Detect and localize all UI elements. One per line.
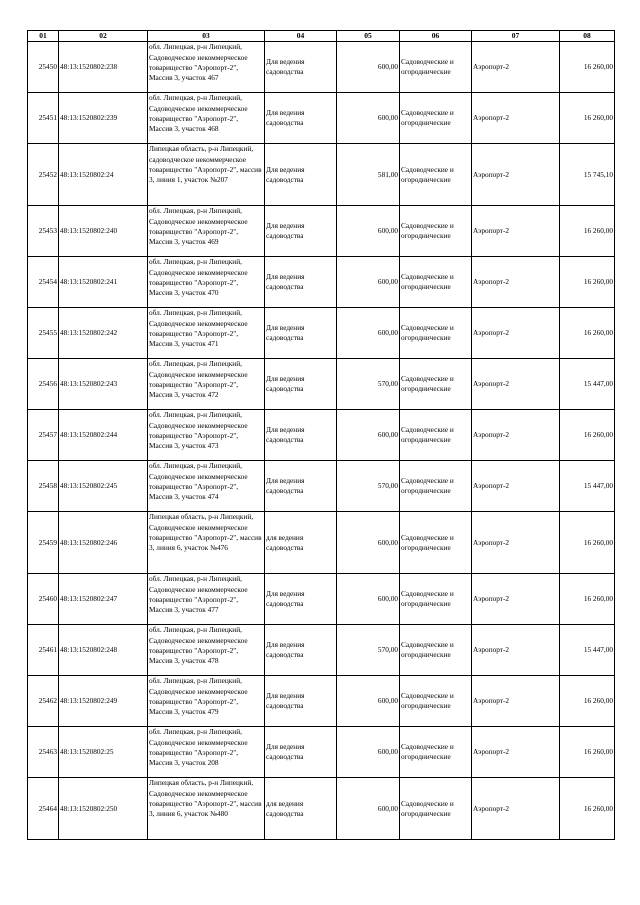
table-row: [28, 574, 615, 625]
cadastral-value-cell: [560, 676, 615, 727]
permitted-use: Для ведения садоводства: [266, 323, 305, 343]
cadastral-value-cell: [560, 42, 615, 93]
column-header-07: 07: [472, 31, 560, 42]
area: 600,00: [377, 226, 398, 236]
cadastral-value: 16 260,00: [583, 277, 613, 287]
address-cell: [148, 512, 265, 574]
area-cell: [337, 410, 400, 461]
valuation-zone-cell: [472, 512, 560, 574]
row-number: 25458: [38, 481, 57, 491]
area-cell: [337, 93, 400, 144]
cadastral-number: 48:13:1520802:249: [60, 696, 118, 706]
column-header-04: 04: [265, 31, 337, 42]
cadastral-value-cell: [560, 144, 615, 206]
table-body: [28, 42, 615, 840]
permitted-use-cell: [265, 359, 337, 410]
cadastral-number-cell: [59, 461, 148, 512]
address-cell: [148, 93, 265, 144]
land-category: Садоводческие и огороднические: [401, 374, 454, 394]
land-category-cell: [400, 512, 472, 574]
row-number-cell: [28, 727, 59, 778]
column-header-06: 06: [400, 31, 472, 42]
permitted-use: Для ведения садоводства: [266, 476, 305, 496]
area-cell: [337, 257, 400, 308]
permitted-use: для ведения садоводства: [266, 532, 304, 552]
column-header-05: 05: [337, 31, 400, 42]
cadastral-value: 16 260,00: [583, 537, 613, 547]
cadastral-number-cell: [59, 257, 148, 308]
permitted-use-cell: [265, 461, 337, 512]
table-row: [28, 42, 615, 93]
cadastral-value: 16 260,00: [583, 696, 613, 706]
valuation-zone: Аэропорт-2: [473, 747, 510, 757]
land-category-cell: [400, 257, 472, 308]
cadastral-number-cell: [59, 727, 148, 778]
cadastral-value-cell: [560, 512, 615, 574]
table-row: [28, 512, 615, 574]
cadastral-value: 15 447,00: [583, 379, 613, 389]
valuation-zone-cell: [472, 461, 560, 512]
area: 600,00: [377, 62, 398, 72]
land-category-cell: [400, 42, 472, 93]
land-category-cell: [400, 778, 472, 840]
header-row: [28, 31, 615, 42]
row-number-cell: [28, 512, 59, 574]
permitted-use-cell: [265, 676, 337, 727]
address-cell: [148, 144, 265, 206]
cadastral-number-cell: [59, 410, 148, 461]
cadastral-value: 16 260,00: [583, 803, 613, 813]
cadastral-value: 15 745,10: [583, 169, 613, 179]
cadastral-number-cell: [59, 144, 148, 206]
area: 581,00: [377, 169, 398, 179]
table-row: [28, 257, 615, 308]
table-row: [28, 144, 615, 206]
permitted-use: Для ведения садоводства: [266, 742, 305, 762]
land-category: Садоводческие и огороднические: [401, 272, 454, 292]
cadastral-value: 16 260,00: [583, 113, 613, 123]
cadastral-number-cell: [59, 359, 148, 410]
address-cell: [148, 727, 265, 778]
land-category: Садоводческие и огороднические: [401, 532, 454, 552]
cadastral-value: 16 260,00: [583, 430, 613, 440]
cadastral-number-cell: [59, 512, 148, 574]
cadastral-number: 48:13:1520802:24: [60, 169, 114, 179]
cadastral-number: 48:13:1520802:243: [60, 379, 118, 389]
cadastral-value: 16 260,00: [583, 62, 613, 72]
valuation-zone: Аэропорт-2: [473, 169, 510, 179]
address-cell: [148, 359, 265, 410]
land-category: Садоводческие и огороднические: [401, 164, 454, 184]
land-category: Садоводческие и огороднические: [401, 640, 454, 660]
area: 570,00: [377, 481, 398, 491]
valuation-zone: Аэропорт-2: [473, 113, 510, 123]
row-number-cell: [28, 778, 59, 840]
permitted-use: Для ведения садоводства: [266, 221, 305, 241]
area: 570,00: [377, 645, 398, 655]
address: обл. Липецкая, р-н Липецкий, Садоводческое некоммерческое товарищество "Аэропорт-2", Массив 3, участок 471: [149, 308, 248, 349]
area: 600,00: [377, 696, 398, 706]
area-cell: [337, 42, 400, 93]
permitted-use-cell: [265, 512, 337, 574]
address: Липецкая область, р-н Липецкий, Садоводческое некоммерческое товарищество "Аэропорт-2", массив 3, линия 6, участок №476: [149, 512, 262, 553]
area: 600,00: [377, 328, 398, 338]
area-cell: [337, 461, 400, 512]
address-cell: [148, 778, 265, 840]
column-header-08: 08: [560, 31, 615, 42]
address: обл. Липецкая, р-н Липецкий, Садоводческое некоммерческое товарищество "Аэропорт-2", Массив 3, участок 467: [149, 42, 248, 83]
valuation-zone: Аэропорт-2: [473, 696, 510, 706]
area: 570,00: [377, 379, 398, 389]
cadastral-number: 48:13:1520802:25: [60, 747, 114, 757]
area: 600,00: [377, 803, 398, 813]
land-category-cell: [400, 676, 472, 727]
address: обл. Липецкая, р-н Липецкий, Садоводческое некоммерческое товарищество "Аэропорт-2", Массив 3, участок 477: [149, 574, 248, 615]
area-cell: [337, 778, 400, 840]
permitted-use: для ведения садоводства: [266, 798, 304, 818]
row-number: 25460: [38, 594, 57, 604]
permitted-use-cell: [265, 206, 337, 257]
permitted-use: Для ведения садоводства: [266, 57, 305, 77]
row-number: 25455: [38, 328, 57, 338]
cadastral-number: 48:13:1520802:247: [60, 594, 118, 604]
area-cell: [337, 359, 400, 410]
valuation-zone-cell: [472, 308, 560, 359]
row-number-cell: [28, 206, 59, 257]
table-row: [28, 727, 615, 778]
area-cell: [337, 206, 400, 257]
cadastral-number-cell: [59, 308, 148, 359]
row-number-cell: [28, 42, 59, 93]
cadastral-number: 48:13:1520802:240: [60, 226, 118, 236]
cadastral-value-cell: [560, 93, 615, 144]
permitted-use: Для ведения садоводства: [266, 108, 305, 128]
row-number: 25453: [38, 226, 57, 236]
permitted-use: Для ведения садоводства: [266, 374, 305, 394]
cadastral-value: 15 447,00: [583, 645, 613, 655]
address-cell: [148, 625, 265, 676]
permitted-use-cell: [265, 778, 337, 840]
cadastral-number-cell: [59, 625, 148, 676]
land-category: Садоводческие и огороднические: [401, 742, 454, 762]
permitted-use: Для ведения садоводства: [266, 589, 305, 609]
land-category: Садоводческие и огороднические: [401, 57, 454, 77]
table-row: [28, 625, 615, 676]
valuation-zone: Аэропорт-2: [473, 594, 510, 604]
cadastral-value: 16 260,00: [583, 594, 613, 604]
valuation-zone: Аэропорт-2: [473, 645, 510, 655]
row-number-cell: [28, 144, 59, 206]
area: 600,00: [377, 537, 398, 547]
address: обл. Липецкая, р-н Липецкий, Садоводческое некоммерческое товарищество "Аэропорт-2", Массив 3, участок 478: [149, 625, 248, 666]
table-row: [28, 359, 615, 410]
cadastral-value-cell: [560, 206, 615, 257]
permitted-use-cell: [265, 144, 337, 206]
column-header-02: 02: [59, 31, 148, 42]
table-row: [28, 461, 615, 512]
area: 600,00: [377, 277, 398, 287]
land-category: Садоводческие и огороднические: [401, 476, 454, 496]
area: 600,00: [377, 747, 398, 757]
cadastral-number: 48:13:1520802:241: [60, 277, 118, 287]
cadastral-number-cell: [59, 676, 148, 727]
valuation-zone-cell: [472, 778, 560, 840]
permitted-use-cell: [265, 574, 337, 625]
row-number-cell: [28, 676, 59, 727]
row-number: 25459: [38, 537, 57, 547]
valuation-zone-cell: [472, 144, 560, 206]
column-header-03: 03: [148, 31, 265, 42]
cadastral-number: 48:13:1520802:244: [60, 430, 118, 440]
address: обл. Липецкая, р-н Липецкий, Садоводческое некоммерческое товарищество "Аэропорт-2", Массив 3, участок 208: [149, 727, 248, 768]
cadastral-number: 48:13:1520802:239: [60, 113, 118, 123]
cadastral-value-table: [27, 30, 615, 840]
land-category-cell: [400, 359, 472, 410]
cadastral-value-cell: [560, 257, 615, 308]
address-cell: [148, 308, 265, 359]
area-cell: [337, 144, 400, 206]
address: Липецкая область, р-н Липецкий, садоводческое некоммерческое товарищество "Аэропорт-2", массив 3, линия 1, участок №207: [149, 144, 262, 185]
address-cell: [148, 257, 265, 308]
row-number-cell: [28, 257, 59, 308]
land-category: Садоводческие и огороднические: [401, 425, 454, 445]
permitted-use: Для ведения садоводства: [266, 425, 305, 445]
valuation-zone: Аэропорт-2: [473, 277, 510, 287]
area: 600,00: [377, 430, 398, 440]
row-number-cell: [28, 359, 59, 410]
permitted-use: Для ведения садоводства: [266, 691, 305, 711]
permitted-use-cell: [265, 308, 337, 359]
cadastral-value-cell: [560, 359, 615, 410]
land-category: Садоводческие и огороднические: [401, 589, 454, 609]
cadastral-value-cell: [560, 461, 615, 512]
valuation-zone: Аэропорт-2: [473, 62, 510, 72]
cadastral-number-cell: [59, 42, 148, 93]
area-cell: [337, 308, 400, 359]
cadastral-number-cell: [59, 778, 148, 840]
valuation-zone: Аэропорт-2: [473, 430, 510, 440]
land-category-cell: [400, 144, 472, 206]
land-category-cell: [400, 574, 472, 625]
valuation-zone: Аэропорт-2: [473, 226, 510, 236]
table-row: [28, 410, 615, 461]
valuation-zone-cell: [472, 359, 560, 410]
land-category: Садоводческие и огороднические: [401, 798, 454, 818]
permitted-use-cell: [265, 625, 337, 676]
cadastral-value-cell: [560, 574, 615, 625]
address-cell: [148, 676, 265, 727]
cadastral-number: 48:13:1520802:242: [60, 328, 118, 338]
land-category-cell: [400, 93, 472, 144]
address-cell: [148, 410, 265, 461]
row-number-cell: [28, 410, 59, 461]
permitted-use: Для ведения садоводства: [266, 164, 305, 184]
table-row: [28, 778, 615, 840]
address-cell: [148, 42, 265, 93]
cadastral-value-cell: [560, 308, 615, 359]
address: обл. Липецкая, р-н Липецкий, Садоводческое некоммерческое товарищество "Аэропорт-2", Массив 3, участок 473: [149, 410, 248, 451]
cadastral-number-cell: [59, 206, 148, 257]
row-number: 25452: [38, 169, 57, 179]
cadastral-number: 48:13:1520802:250: [60, 803, 118, 813]
row-number: 25454: [38, 277, 57, 287]
valuation-zone: Аэропорт-2: [473, 328, 510, 338]
valuation-zone-cell: [472, 42, 560, 93]
table-row: [28, 206, 615, 257]
valuation-zone-cell: [472, 676, 560, 727]
cadastral-value-cell: [560, 625, 615, 676]
address: обл. Липецкая, р-н Липецкий, Садоводческое некоммерческое товарищество "Аэропорт-2", Массив 3, участок 472: [149, 359, 248, 400]
valuation-zone-cell: [472, 574, 560, 625]
permitted-use-cell: [265, 93, 337, 144]
row-number: 25463: [38, 747, 57, 757]
land-category-cell: [400, 625, 472, 676]
valuation-zone-cell: [472, 625, 560, 676]
cadastral-value: 16 260,00: [583, 328, 613, 338]
land-category-cell: [400, 206, 472, 257]
land-category-cell: [400, 308, 472, 359]
row-number: 25457: [38, 430, 57, 440]
valuation-zone: Аэропорт-2: [473, 481, 510, 491]
valuation-zone-cell: [472, 727, 560, 778]
cadastral-number: 48:13:1520802:246: [60, 537, 118, 547]
table-row: [28, 308, 615, 359]
address: Липецкая область, р-н Липецкий, Садоводческое некоммерческое товарищество "Аэропорт-2", массив 3, линия 6, участок №480: [149, 778, 262, 819]
cadastral-value: 16 260,00: [583, 226, 613, 236]
valuation-zone-cell: [472, 93, 560, 144]
area-cell: [337, 727, 400, 778]
row-number-cell: [28, 461, 59, 512]
address-cell: [148, 574, 265, 625]
row-number-cell: [28, 308, 59, 359]
cadastral-number-cell: [59, 93, 148, 144]
area: 600,00: [377, 594, 398, 604]
valuation-zone-cell: [472, 410, 560, 461]
permitted-use-cell: [265, 410, 337, 461]
address: обл. Липецкая, р-н Липецкий, Садоводческое некоммерческое товарищество "Аэропорт-2", Массив 3, участок 474: [149, 461, 248, 502]
row-number: 25451: [38, 113, 57, 123]
row-number: 25462: [38, 696, 57, 706]
address: обл. Липецкая, р-н Липецкий, Садоводческое некоммерческое товарищество "Аэропорт-2", Массив 3, участок 470: [149, 257, 248, 298]
area-cell: [337, 676, 400, 727]
cadastral-value: 16 260,00: [583, 747, 613, 757]
permitted-use-cell: [265, 257, 337, 308]
cadastral-number: 48:13:1520802:238: [60, 62, 118, 72]
valuation-zone: Аэропорт-2: [473, 803, 510, 813]
land-category: Садоводческие и огороднические: [401, 691, 454, 711]
row-number: 25464: [38, 803, 57, 813]
cadastral-value-cell: [560, 727, 615, 778]
address-cell: [148, 461, 265, 512]
area-cell: [337, 512, 400, 574]
area: 600,00: [377, 113, 398, 123]
address-cell: [148, 206, 265, 257]
cadastral-number: 48:13:1520802:245: [60, 481, 118, 491]
row-number: 25456: [38, 379, 57, 389]
row-number: 25461: [38, 645, 57, 655]
permitted-use: Для ведения садоводства: [266, 640, 305, 660]
valuation-zone-cell: [472, 257, 560, 308]
permitted-use: Для ведения садоводства: [266, 272, 305, 292]
cadastral-value: 15 447,00: [583, 481, 613, 491]
table-row: [28, 676, 615, 727]
cadastral-value-cell: [560, 778, 615, 840]
land-category-cell: [400, 727, 472, 778]
column-header-01: 01: [28, 31, 59, 42]
row-number: 25450: [38, 62, 57, 72]
land-category-cell: [400, 410, 472, 461]
land-category: Садоводческие и огороднические: [401, 108, 454, 128]
row-number-cell: [28, 93, 59, 144]
row-number-cell: [28, 625, 59, 676]
valuation-zone: Аэропорт-2: [473, 379, 510, 389]
permitted-use-cell: [265, 42, 337, 93]
area-cell: [337, 574, 400, 625]
valuation-zone: Аэропорт-2: [473, 537, 510, 547]
address: обл. Липецкая, р-н Липецкий, Садоводческое некоммерческое товарищество "Аэропорт-2", Массив 3, участок 479: [149, 676, 248, 717]
row-number-cell: [28, 574, 59, 625]
land-category: Садоводческие и огороднические: [401, 323, 454, 343]
address: обл. Липецкая, р-н Липецкий, Садоводческое некоммерческое товарищество "Аэропорт-2", Массив 3, участок 468: [149, 93, 248, 134]
land-category: Садоводческие и огороднические: [401, 221, 454, 241]
land-category-cell: [400, 461, 472, 512]
area-cell: [337, 625, 400, 676]
cadastral-value-cell: [560, 410, 615, 461]
address: обл. Липецкая, р-н Липецкий, Садоводческое некоммерческое товарищество "Аэропорт-2", Массив 3, участок 469: [149, 206, 248, 247]
table-row: [28, 93, 615, 144]
cadastral-number: 48:13:1520802:248: [60, 645, 118, 655]
valuation-zone-cell: [472, 206, 560, 257]
cadastral-number-cell: [59, 574, 148, 625]
permitted-use-cell: [265, 727, 337, 778]
